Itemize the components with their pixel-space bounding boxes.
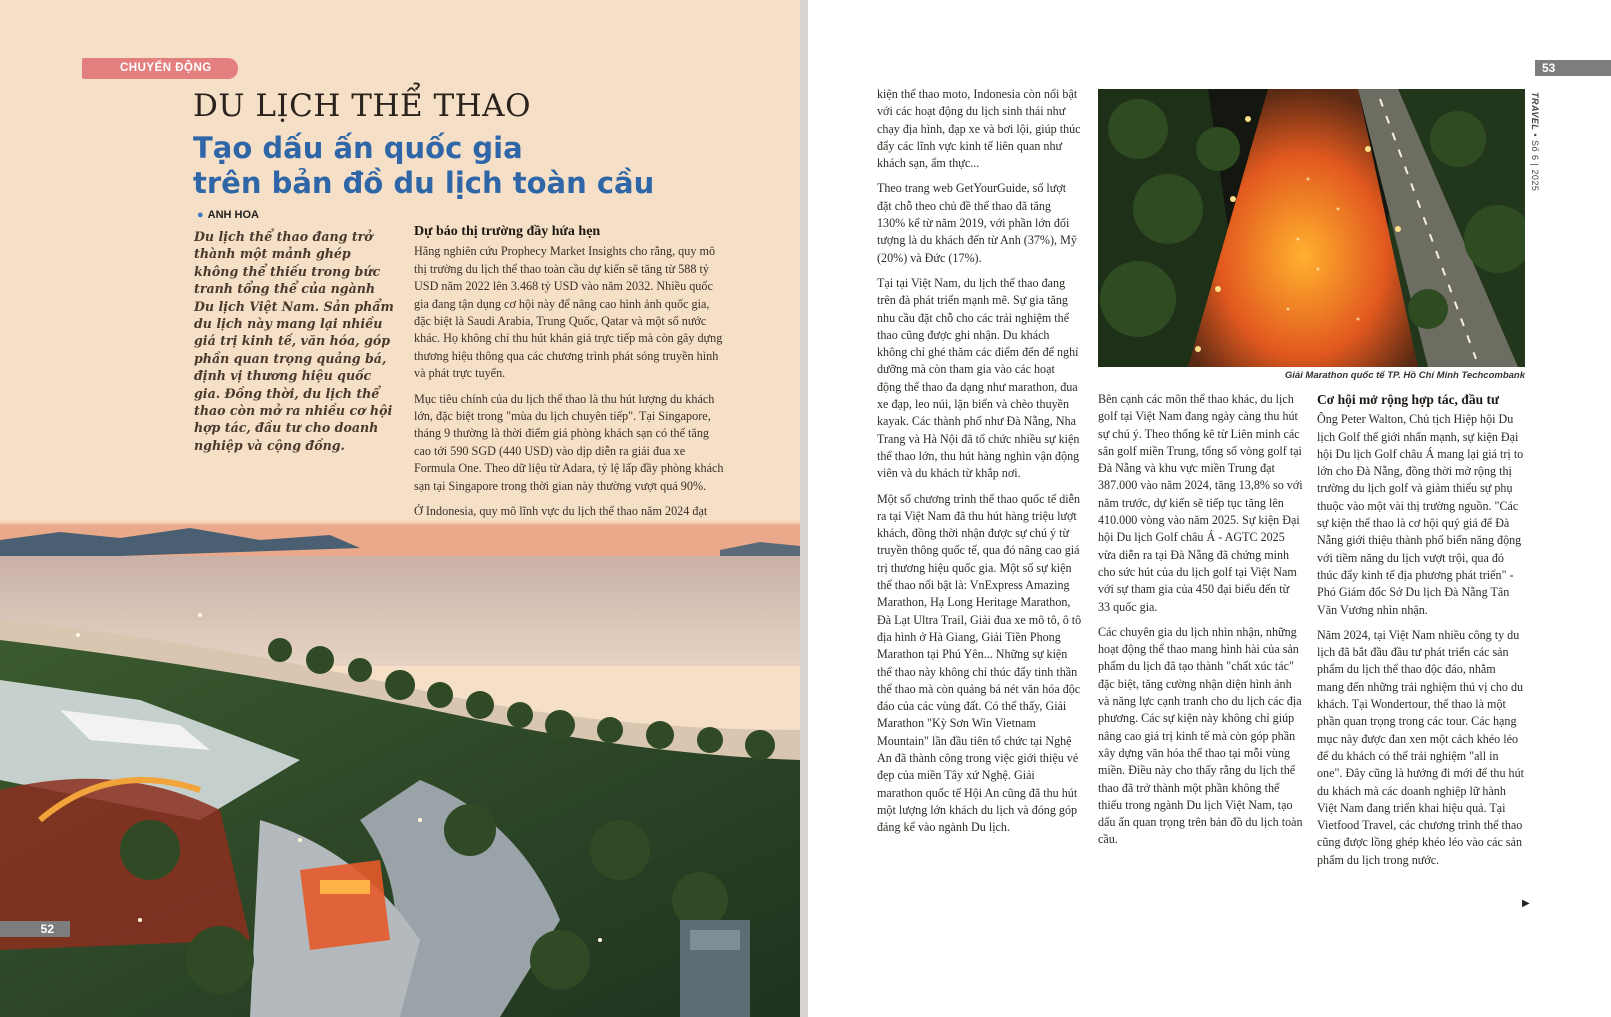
body-paragraph: Theo trang web GetYourGuide, số lượt đặt chỗ theo chủ đề thể thao đã tăng 130% kể từ năm 2019, với phần lớn đối tượng là du khách đến từ Anh (37%), Mỹ (20%) và Đức (17%). [877, 181, 1077, 265]
page-gutter [800, 0, 808, 1017]
body-paragraph: Bên cạnh các môn thể thao khác, du lịch golf tại Việt Nam đang ngày càng thu hút sự chú ý. Theo thống kê từ Liên minh các sân golf miền Trung, tổng số vòng golf tại Đà Nẵng và khu vực miền Trung đạt 387.000 vào năm 2024, tăng 13,8% so với năm trước, dự kiến sẽ tiếp tục tăng lên 410.000 vòng vào năm 2025. Sự kiện Đại hội Du lịch Golf châu Á - AGTC 2025 vừa diễn ra tại Đà Nẵng đã chứng minh cho sức hút của du lịch golf tại Việt Nam với sự tham gia của 450 đại biểu đến từ 33 quốc gia. [1098, 392, 1303, 614]
city-marathon-photo [1098, 89, 1525, 367]
subhead-market-forecast: Dự báo thị trường đầy hứa hẹn [414, 224, 601, 239]
byline [197, 209, 259, 221]
right-column-1 [877, 86, 1082, 844]
photo-caption: Giải Marathon quốc tế TP. Hồ Chí Minh Techcombank [1284, 370, 1525, 381]
right-page [808, 0, 1611, 1017]
body-paragraph: Ông Peter Walton, Chủ tịch Hiệp hội Du lịch Golf thế giới nhấn mạnh, sự kiện Đại hội Du lịch Golf châu Á mang lại giá trị to lớn cho Đà Nẵng, đồng thời mở rộng thị trường du lịch golf và giảm thiểu sự phụ thuộc vào một vài thị trường nguồn. "Các sự kiện thể thao là cơ hội quý giá để Đà Nẵng giới thiệu thành phố biển năng động với tiềm năng du lịch vượt trội, qua đó thúc đẩy kinh tế địa phương phát triển" - Phó Giám đốc Sở Du lịch Đà Nẵng Tân Văn Vương nhìn nhận. [1317, 412, 1524, 617]
body-paragraph: Tại tại Việt Nam, du lịch thể thao đang trên đà phát triển mạnh mẽ. Sự gia tăng nhu cầu đặt chỗ cho các trải nghiệm thể thao cũng được ghi nhận. Du khách không chỉ ghé thăm các điểm đến để nghỉ dưỡng mà còn tham gia vào các hoạt động thể thao đa dạng như marathon, đua xe đạp, leo núi, lặn biển và chèo thuyền kayak. Các thành phố như Đà Nẵng, Nha Trang và Hà Nội đã tổ chức nhiều sự kiện thể thao lớn, thu hút hàng nghìn vận động viên và du khách từ khắp nơi. [877, 275, 1080, 481]
headline-line-1: Tạo dấu ấn quốc gia [193, 131, 523, 165]
article-intro: Du lịch thể thao đang trở thành một mảnh ghép không thể thiếu trong bức tranh tổng thể của ngành Du lịch Việt Nam. Sản phẩm du lịch này mang lại nhiều giá trị kinh tế, văn hóa, góp phần quan trọng quảng bá, định vị thương hiệu quốc gia. Đồng thời, du lịch thể thao còn mở ra nhiều cơ hội hợp tác, đầu tư cho doanh nghiệp và cộng đồng. [194, 229, 394, 453]
left-page [0, 0, 800, 1017]
author-name: ANH HOA [207, 209, 259, 221]
issue-info: • Số 6 | 2025 [1530, 133, 1540, 192]
body-paragraph: Các chuyên gia du lịch nhìn nhận, những hoạt động thể thao mang hình hài của sản phẩm du lịch đã tạo thành "chất xúc tác" đặc biệt, tăng cường nhận diện hình ảnh và năng lực cạnh tranh cho du lịch các địa phương. Các sự kiện này không chỉ giúp nâng cao giá trị kinh tế mà còn góp phần xây dựng văn hóa thể thao tại mỗi vùng miền. Điều này cho thấy rằng du lịch thể thao đã trở thành một phần không thể thiếu trong ngành Du lịch Việt Nam, tạo dấu ấn quan trọng trên bản đồ du lịch toàn cầu. [1098, 624, 1303, 847]
article-headline [193, 131, 713, 201]
magazine-brand: TRAVEL [1530, 92, 1540, 131]
body-paragraph: Ở Indonesia, quy mô lĩnh vực du lịch thể thao năm 2024 đạt [414, 504, 708, 519]
body-paragraph: Năm 2024, tại Việt Nam nhiều công ty du lịch đã bắt đầu đầu tư phát triển các sản phẩm du lịch thể thao độc đáo, nhằm mang đến những trải nghiệm thú vị cho du khách. Tại Wondertour, thể thao là một phần quan trọng trong các tour. Các hạng mục này được đan xen một cách khéo léo để du khách có thể trải nghiệm "all in one". Đây cũng là hướng đi mới để thu hút du khách mà các doanh nghiệp lữ hành Việt Nam đang triển khai hiệu quả. Tại Vietfood Travel, các chương trình thể thao cũng được lồng ghép khéo léo vào các sản phẩm du lịch trong nước. [1317, 627, 1524, 867]
end-arrow-icon: ▶ [1522, 898, 1530, 909]
right-column-3 [1317, 391, 1525, 877]
body-paragraph: Hãng nghiên cứu Prophecy Market Insights cho rằng, quy mô thị trường du lịch thể thao toàn cầu dự kiến sẽ tăng từ 588 tỷ USD năm 2022 lên 3.468 tỷ USD vào năm 2032. Nhiều quốc gia đang tận dụng cơ hội này để nâng cao hình ảnh quốc gia, đặc biệt là Saudi Arabia, Trung Quốc, Qatar và một số nước khác. Họ không chỉ thu hút khán giả trực tiếp mà còn gây dựng thương hiệu thông qua các chương trình phát sóng truyền hình và phát trực tuyến. [414, 244, 723, 381]
beach-marathon-photo [0, 520, 800, 1017]
body-paragraph: Mục tiêu chính của du lịch thể thao là thu hút lượng du khách lớn, đặc biệt trong "mùa du lịch chuyên tiếp". Tại Singapore, tháng 9 thường là thời điểm giá phòng khách sạn có thể tăng cao tới 590 SGD (440 USD) vào dịp diễn ra giải đua xe Formula One. Theo dữ liệu từ Adara, tỷ lệ lấp đầy phòng khách sạn tại Singapore trong thời gian này thường vượt quá 90%. [414, 391, 724, 493]
left-body-column [414, 223, 726, 546]
bullet-icon: ● [197, 209, 204, 221]
page-number-right: 53 [1535, 60, 1611, 76]
section-tag: CHUYỂN ĐỘNG [82, 58, 238, 79]
issue-mark [1530, 92, 1540, 191]
subhead-cooperation: Cơ hội mở rộng hợp tác, đầu tư [1317, 392, 1500, 407]
page-number-left: 52 [0, 921, 70, 937]
article-kicker: DU LỊCH THỂ THAO [193, 88, 531, 124]
body-paragraph: kiện thể thao moto, Indonesia còn nổi bật với các hoạt động du lịch sinh thái như chạy địa hình, đạp xe và bơi lội, giúp thúc đẩy các lĩnh vực kinh tế liên quan như khách sạn, ẩm thực... [877, 87, 1081, 171]
headline-line-2: trên bản đồ du lịch toàn cầu [193, 166, 655, 200]
body-paragraph: Một số chương trình thể thao quốc tế diễn ra tại Việt Nam đã thu hút hàng triệu lượt khách, đồng thời nhận được sự chú ý từ truyền thông quốc tế, qua đó nâng cao giá trị thương hiệu quốc gia. Một số sự kiện thể thao nổi bật là: VnExpress Amazing Marathon, Hạ Long Heritage Marathon, Đà Lạt Ultra Trail, Giải đua xe mô tô, ô tô địa hình ở Hà Giang, Giải Tiền Phong Marathon tại Phú Yên... Những sự kiện thể thao này không chỉ thúc đẩy tinh thần thể thao mà còn quảng bá nét văn hóa độc đáo của các vùng đất. Có thể thấy, Giải Marathon "Kỳ Sơn Win Vietnam Mountain" lần đầu tiên tổ chức tại Nghệ An đã thành công trong việc giới thiệu vẻ đẹp của miền Tây xứ Nghệ. Giải marathon quốc tế Hội An cũng đã thu hút một lượng lớn khách du lịch và đóng góp đáng kể vào ngành Du lịch. [877, 491, 1082, 835]
right-column-2 [1098, 391, 1303, 857]
